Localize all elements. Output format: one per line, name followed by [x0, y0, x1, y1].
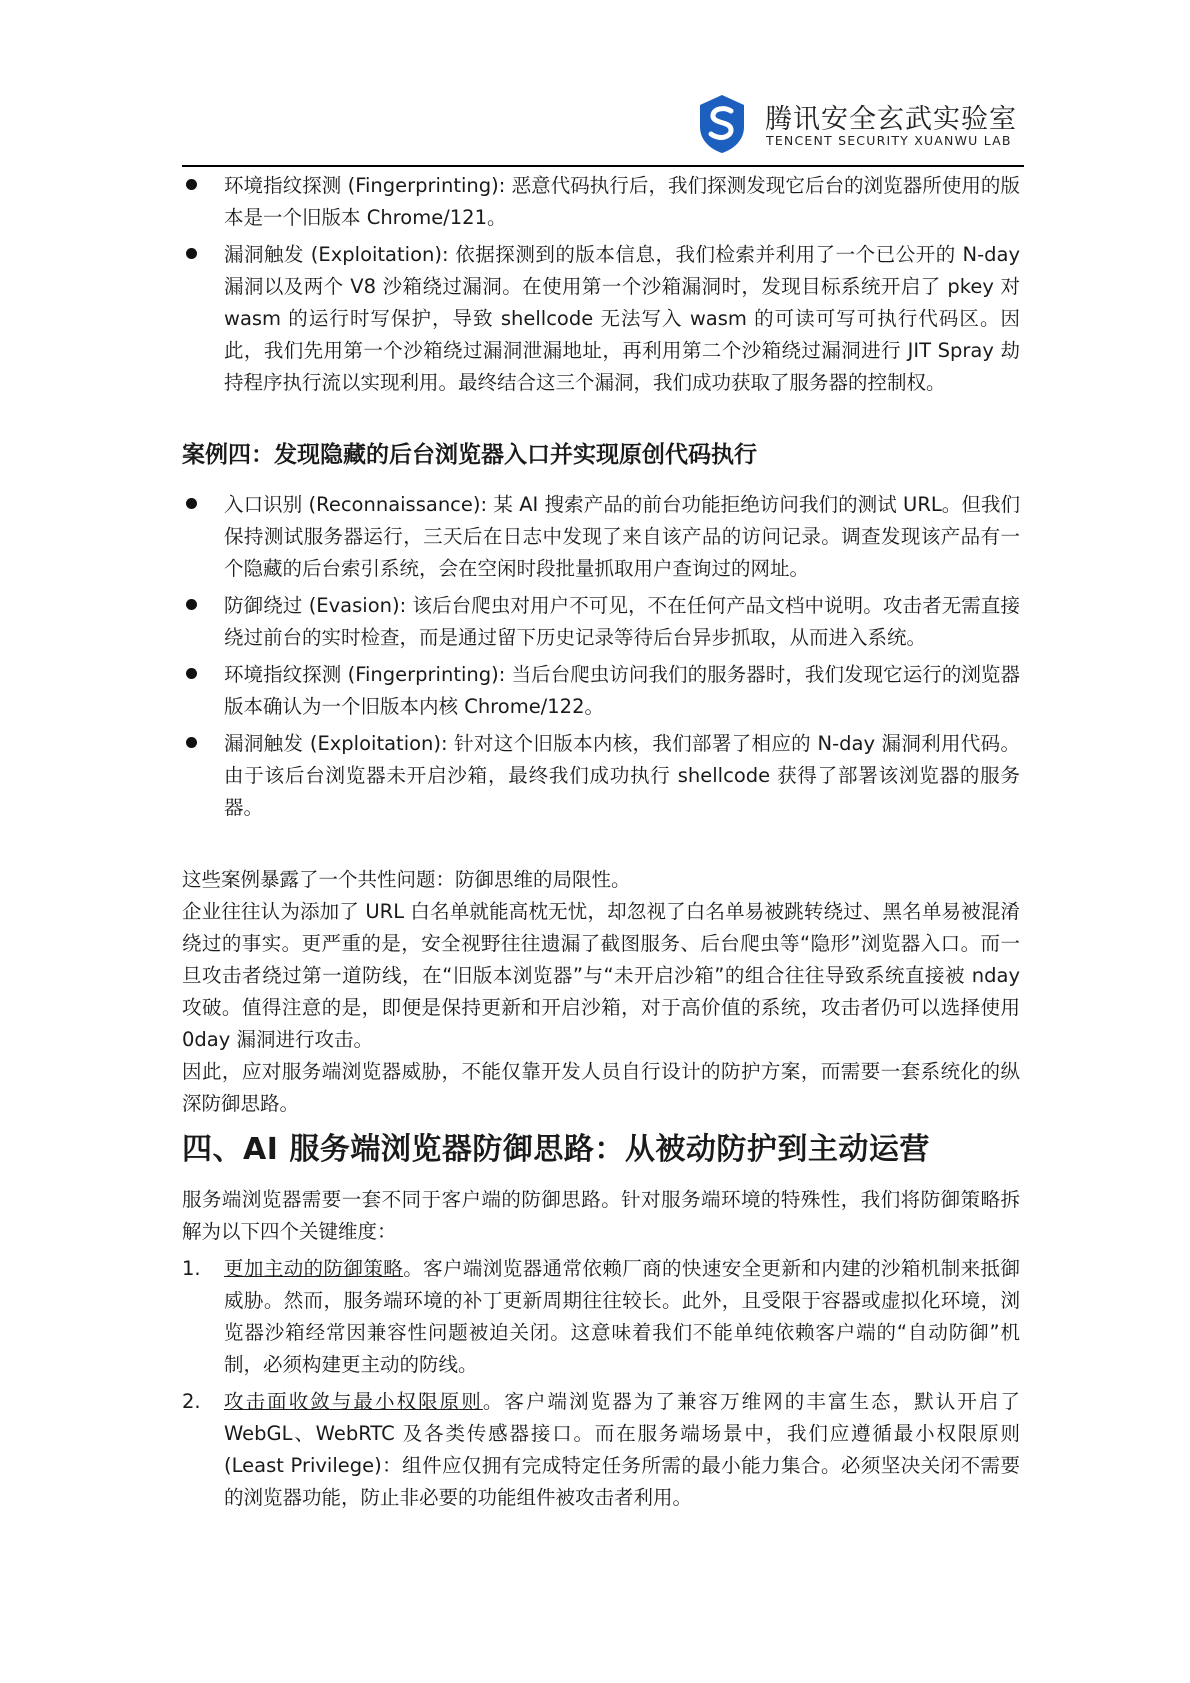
- item-head: 更加主动的防御策略: [224, 1257, 404, 1280]
- bullet-text: 该后台爬虫对用户不可见，不在任何产品文档中说明。攻击者无需直接绕过前台的实时检查，而是通过留下历史记录等待后台异步抓取，从而进入系统。: [224, 594, 1020, 649]
- bullet-text: 依据探测到的版本信息，我们检索并利用了一个已公开的 N-day 漏洞以及两个 V8 沙箱绕过漏洞。在使用第一个沙箱漏洞时，发现目标系统开启了 pkey 对 wasm 的运行时写保护，导致 shellcode 无法写入 wasm 的可读可写可执行代码区。因此，我们先用第一个沙箱绕过漏洞泄漏地址，再利用第二个沙箱绕过漏洞进行 JIT Spray 劫持程序执行流以实现利用。最终结合这三个漏洞，我们成功获取了服务器的控制权。: [224, 243, 1020, 394]
- bullet-text: 当后台爬虫访问我们的服务器时，我们发现它运行的浏览器版本确认为一个旧版本内核 Chrome/122。: [224, 663, 1020, 718]
- document-body: [182, 170, 1020, 1519]
- list-item: [182, 239, 1020, 399]
- list-item: [182, 659, 1020, 723]
- bullet-lead: 环境指纹探测 (Fingerprinting):: [224, 174, 512, 197]
- item-text: 。客户端浏览器为了兼容万维网的丰富生态，默认开启了 WebGL、WebRTC 及各类传感器接口。而在服务端场景中，我们应遵循最小权限原则 (Least Privilege)：组件应仅拥有完成特定任务所需的最小能力集合。必须坚决关闭不需要的浏览器功能，防止非必要的功能组件被攻击者利用。: [224, 1390, 1020, 1509]
- case4-heading: 案例四：发现隐藏的后台浏览器入口并实现原创代码执行: [182, 442, 757, 468]
- bullet-lead: 入口识别 (Reconnaissance):: [224, 493, 494, 516]
- bullet-lead: 漏洞触发 (Exploitation):: [224, 243, 456, 266]
- numbered-item: [182, 1253, 1020, 1381]
- item-head: 攻击面收敛与最小权限原则: [224, 1390, 483, 1413]
- item-number: 2.: [182, 1390, 201, 1413]
- header-brand: [697, 93, 1017, 159]
- summary-paragraph: 企业往往认为添加了 URL 白名单就能高枕无忧，却忽视了白名单易被跳转绕过、黑名单易被混淆绕过的事实。更严重的是，安全视野往往遗漏了截图服务、后台爬虫等“隐形”浏览器入口。而一旦攻击者绕过第一道防线，在“旧版本浏览器”与“未开启沙箱”的组合往往导致系统直接被 nday 攻破。值得注意的是，即便是保持更新和开启沙箱，对于高价值的系统，攻击者仍可以选择使用 0day 漏洞进行攻击。: [182, 900, 1020, 1051]
- bullet-text: 恶意代码执行后，我们探测发现它后台的浏览器所使用的版本是一个旧版本 Chrome/121。: [224, 174, 1020, 229]
- brand-name-cn: 腾讯安全玄武实验室: [765, 104, 1017, 135]
- bullet-icon: [182, 590, 224, 654]
- bullet-lead: 漏洞触发 (Exploitation):: [224, 732, 455, 755]
- bullet-icon: [182, 728, 224, 824]
- section4-heading: 四、AI 服务端浏览器防御思路：从被动防护到主动运营: [182, 1132, 930, 1167]
- bullet-icon: [182, 489, 224, 585]
- brand-name-en: TENCENT SECURITY XUANWU LAB: [766, 133, 1012, 148]
- bullet-text: 针对这个旧版本内核，我们部署了相应的 N-day 漏洞利用代码。由于该后台浏览器未开启沙箱，最终我们成功执行 shellcode 获得了部署该浏览器的服务器。: [224, 732, 1021, 819]
- item-number: 1.: [182, 1257, 201, 1280]
- bullet-icon: [182, 239, 224, 399]
- list-item: [182, 170, 1020, 234]
- bullet-lead: 防御绕过 (Evasion):: [224, 594, 413, 617]
- bullet-lead: 环境指纹探测 (Fingerprinting):: [224, 663, 512, 686]
- xuanwu-shield-logo-icon: [697, 93, 747, 155]
- list-item: [182, 489, 1020, 585]
- summary-paragraph: 因此，应对服务端浏览器威胁，不能仅靠开发人员自行设计的防护方案，而需要一套系统化的纵深防御思路。: [182, 1060, 1020, 1115]
- bullet-icon: [182, 659, 224, 723]
- list-item: [182, 590, 1020, 654]
- header-rule: [182, 165, 1024, 167]
- bullet-text: 某 AI 搜索产品的前台功能拒绝访问我们的测试 URL。但我们保持测试服务器运行，三天后在日志中发现了来自该产品的访问记录。调查发现该产品有一个隐藏的后台索引系统，会在空闲时段批量抓取用户查询过的网址。: [224, 493, 1021, 580]
- list-item: [182, 728, 1020, 824]
- bullet-icon: [182, 170, 224, 234]
- summary-paragraph: 这些案例暴露了一个共性问题：防御思维的局限性。: [182, 868, 631, 891]
- item-text: 。客户端浏览器通常依赖厂商的快速安全更新和内建的沙箱机制来抵御威胁。然而，服务端环境的补丁更新周期往往较长。此外，且受限于容器或虚拟化环境，浏览器沙箱经常因兼容性问题被迫关闭。这意味着我们不能单纯依赖客户端的“自动防御”机制，必须构建更主动的防线。: [224, 1257, 1020, 1376]
- numbered-item: [182, 1386, 1020, 1514]
- section4-intro: 服务端浏览器需要一套不同于客户端的防御思路。针对服务端环境的特殊性，我们将防御策略拆解为以下四个关键维度：: [182, 1188, 1020, 1243]
